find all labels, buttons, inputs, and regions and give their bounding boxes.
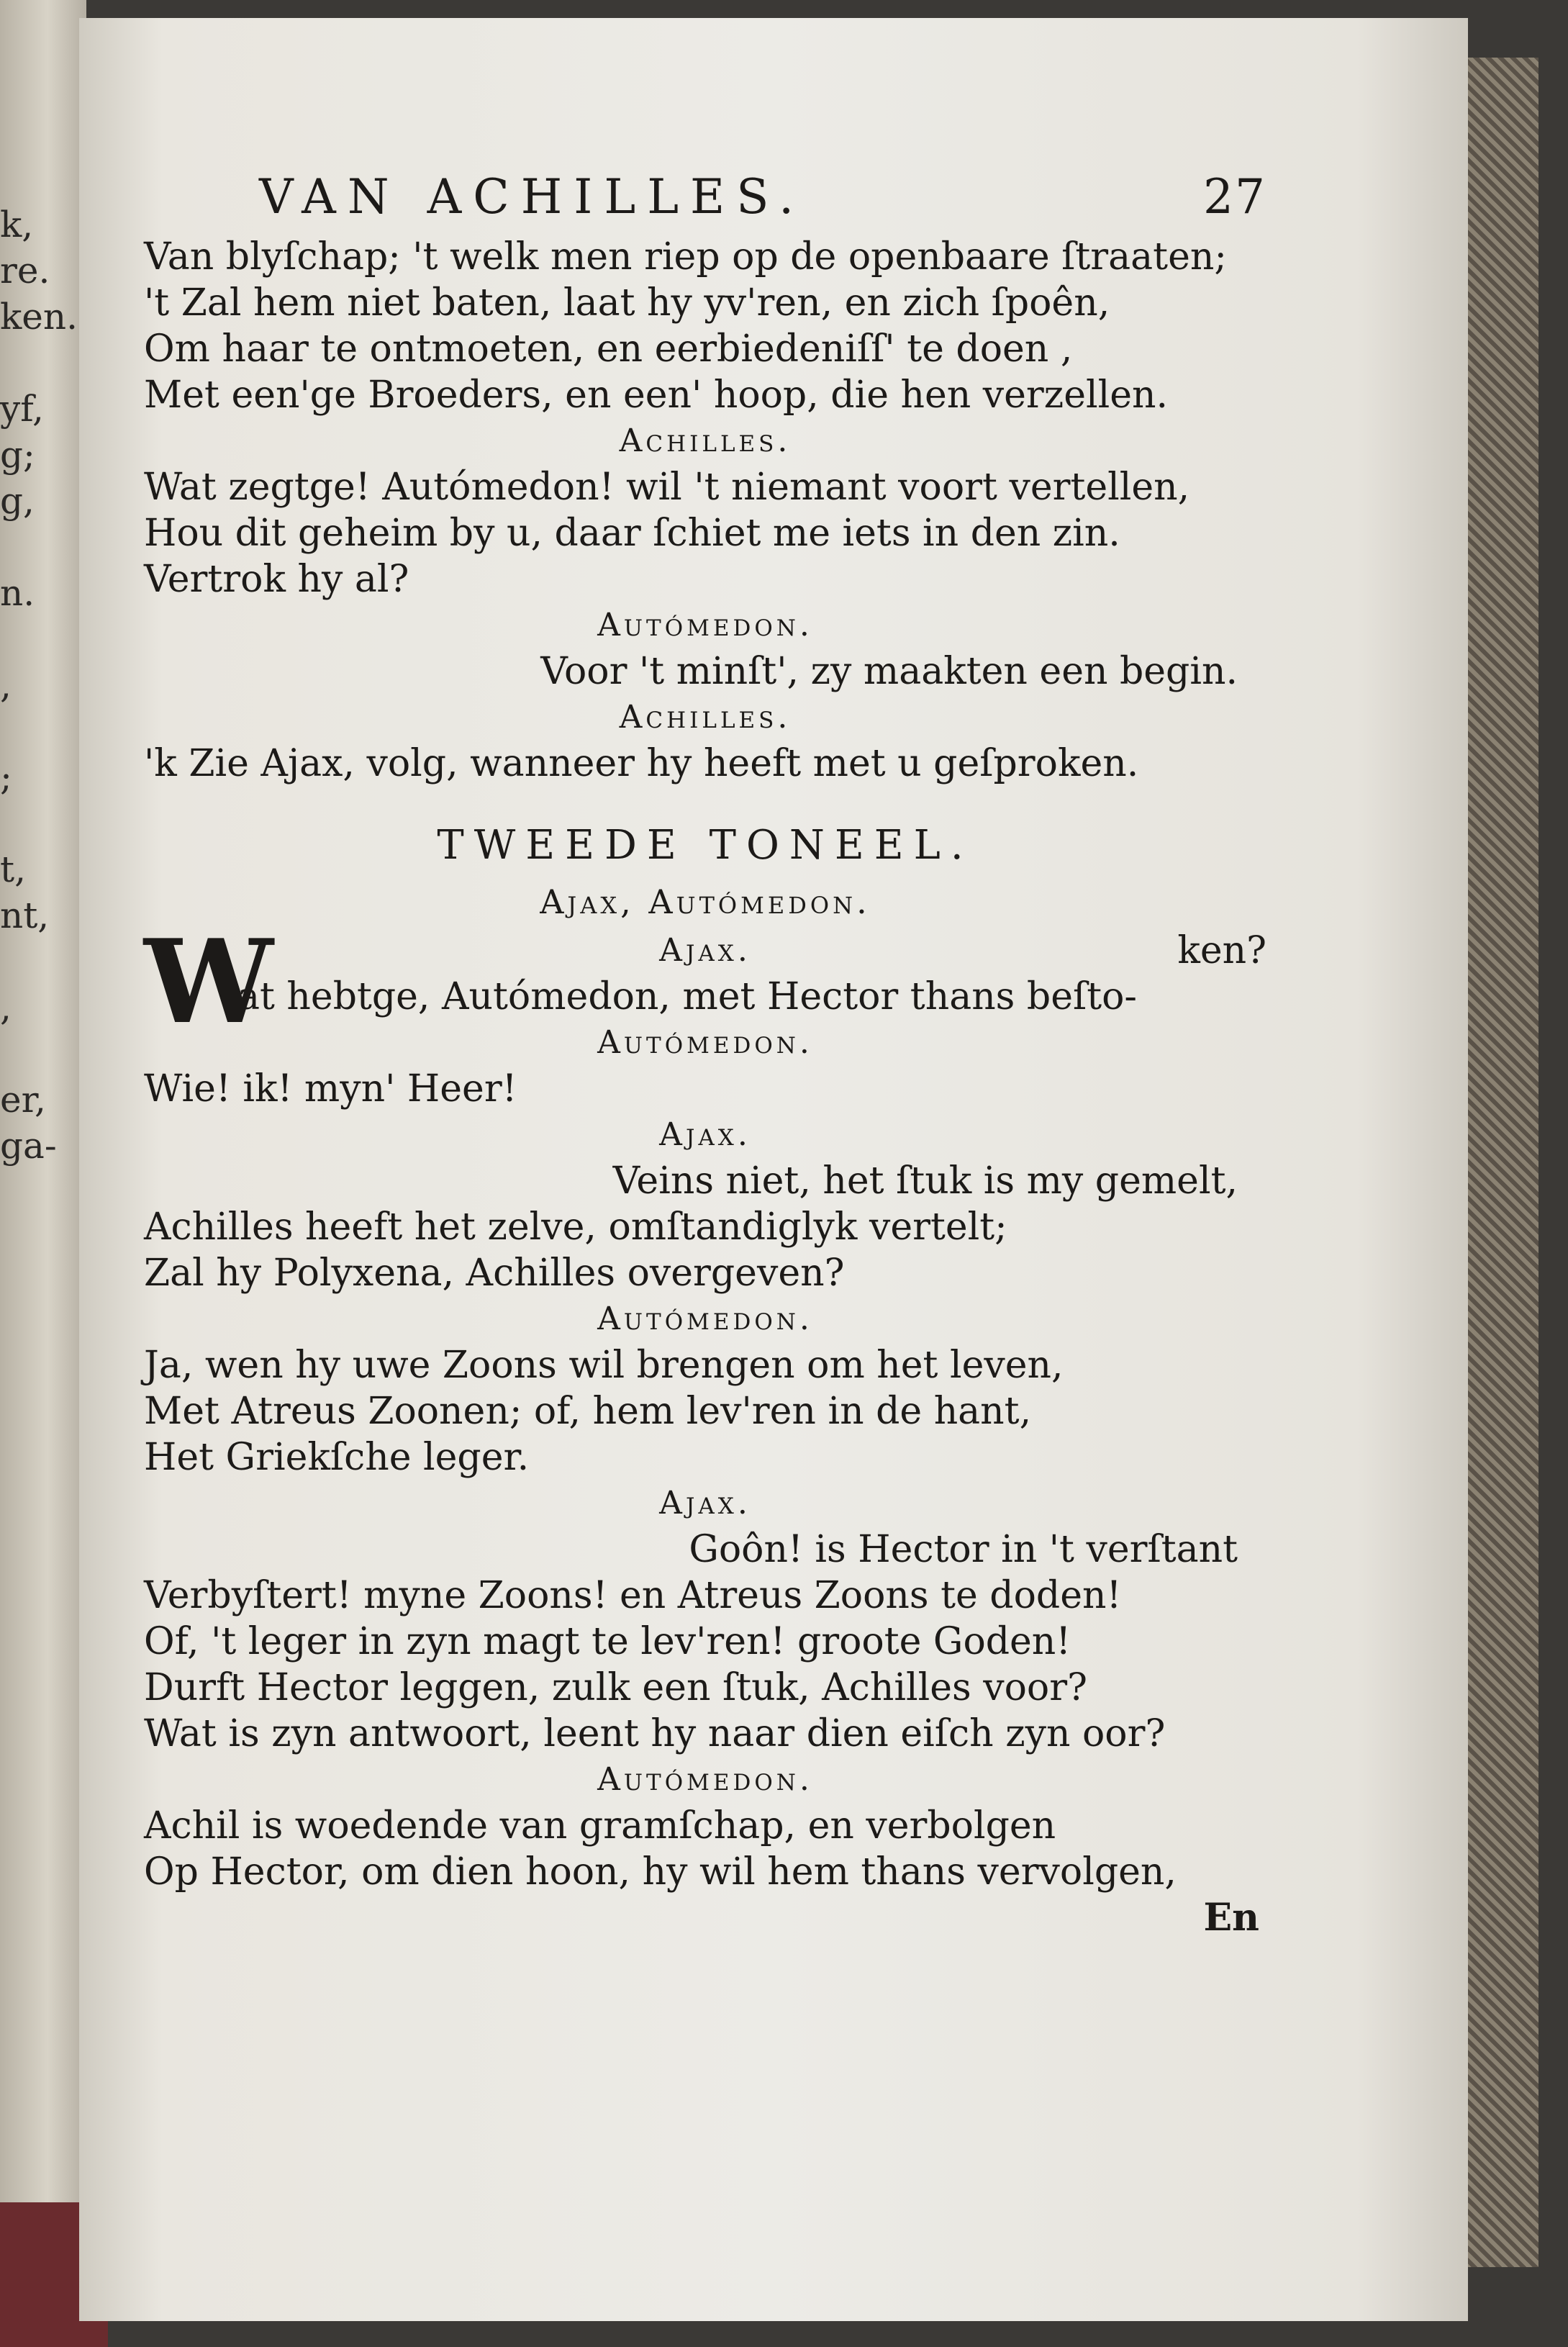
- verse-line: Wie! ik! myn' Heer!: [144, 1067, 517, 1111]
- verse-line: Verbyſtert! myne Zoons! en Atreus Zoons te doden!: [144, 1574, 1122, 1617]
- facing-page-fragment: [0, 800, 86, 846]
- facing-page-fragment: ga-: [0, 1125, 57, 1167]
- facing-page-fragment: ,: [0, 664, 12, 706]
- facing-page-fragment: [0, 340, 86, 386]
- page-number: 27: [1203, 169, 1266, 225]
- speaker-label: Autómedon.: [597, 607, 813, 643]
- verse-line: Goôn! is Hector in 't verſtant: [689, 1528, 1238, 1571]
- running-header: [259, 169, 1266, 234]
- facing-page-fragment: k,: [0, 204, 34, 245]
- line-continuation: ken?: [1177, 929, 1266, 972]
- speaker-label: Achilles.: [619, 699, 792, 736]
- verse-line: 't Zal hem niet baten, laat hy yv'ren, en zich ſpoên,: [144, 281, 1110, 325]
- facing-page-fragments: [0, 202, 86, 1169]
- text-block-after-scene: [144, 1020, 1266, 1895]
- verse-line: Achilles heeft het zelve, omſtandiglyk vertelt;: [144, 1206, 1007, 1249]
- text-block-before-scene: [144, 234, 1266, 787]
- book-page: [79, 18, 1468, 2321]
- speaker-label: Ajax.: [659, 932, 751, 969]
- verse-line: Met Atreus Zoonen; of, hem lev'ren in de hant,: [144, 1390, 1032, 1433]
- facing-page-fragment: t,: [0, 849, 26, 890]
- verse-line: Veins niet, het ſtuk is my gemelt,: [612, 1159, 1238, 1203]
- verse-line: at hebtge, Autómedon, met Hector thans beſto-: [237, 975, 1137, 1018]
- verse-line: Van blyſchap; 't welk men riep op de openbaare ſtraaten;: [144, 235, 1227, 279]
- speaker-label: Ajax.: [659, 1116, 751, 1153]
- facing-page-edge: [0, 0, 86, 2274]
- scene-opening: [144, 914, 1266, 1049]
- facing-page-fragment: yf,: [0, 388, 44, 430]
- verse-line: Op Hector, om dien hoon, hy wil hem thans vervolgen,: [144, 1850, 1177, 1894]
- facing-page-fragment: g,: [0, 480, 35, 522]
- facing-page-fragment: re.: [0, 250, 50, 291]
- verse-line: Of, 't leger in zyn magt te lev'ren! groote Goden!: [144, 1620, 1071, 1663]
- verse-line: Ja, wen hy uwe Zoons wil brengen om het leven,: [144, 1344, 1064, 1387]
- facing-page-fragment: nt,: [0, 895, 50, 936]
- verse-line: 'k Zie Ajax, volg, wanneer hy heeft met u geſproken.: [144, 742, 1139, 785]
- facing-page-fragment: [0, 616, 86, 662]
- scene-characters: Ajax, Autómedon.: [540, 882, 871, 921]
- verse-line: Het Griekſche leger.: [144, 1436, 530, 1479]
- speaker-label: Ajax.: [659, 1485, 751, 1521]
- verse-line: Wat is zyn antwoort, leent hy naar dien eiſch zyn oor?: [144, 1712, 1166, 1755]
- verse-line: Hou dit geheim by u, daar ſchiet me iets in den zin.: [144, 512, 1120, 555]
- verse-line: Achil is woedende van gramſchap, en verbolgen: [144, 1804, 1056, 1848]
- verse-line: Wat zegtge! Autómedon! wil 't niemant voort vertellen,: [144, 466, 1190, 509]
- facing-page-fragment: ;: [0, 756, 12, 798]
- verse-line: Vertrok hy al?: [144, 558, 409, 601]
- speaker-label: Autómedon.: [597, 1761, 813, 1798]
- facing-page-fragment: er,: [0, 1079, 46, 1121]
- facing-page-fragment: [0, 524, 86, 570]
- speaker-label: Autómedon.: [597, 1024, 813, 1061]
- scene-title: TWEEDE TONEEL.: [437, 822, 974, 869]
- drop-cap: W: [144, 914, 273, 1049]
- speaker-label: Achilles.: [619, 422, 792, 459]
- verse-line: Met een'ge Broeders, en een' hoop, die hen verzellen.: [144, 374, 1169, 417]
- verse-line: Voor 't minſt', zy maakten een begin.: [540, 650, 1238, 693]
- facing-page-fragment: ken.: [0, 296, 78, 338]
- page-text: [144, 234, 1266, 1941]
- verse-line: Zal hy Polyxena, Achilles overgeven?: [144, 1252, 845, 1295]
- facing-page-fragment: g;: [0, 434, 35, 476]
- catchword: En: [1203, 1896, 1259, 1940]
- facing-page-fragment: [0, 939, 86, 985]
- speaker-label: Autómedon.: [597, 1301, 813, 1337]
- facing-page-fragment: [0, 1031, 86, 1077]
- facing-page-fragment: ,: [0, 987, 12, 1028]
- verse-line: Om haar te ontmoeten, en eerbiedeniſſ' te doen ,: [144, 327, 1073, 371]
- facing-page-fragment: n.: [0, 572, 35, 614]
- verse-line: Durft Hector leggen, zulk een ſtuk, Achilles voor?: [144, 1666, 1087, 1709]
- running-title: VAN ACHILLES.: [259, 169, 806, 225]
- facing-page-fragment: [0, 708, 86, 754]
